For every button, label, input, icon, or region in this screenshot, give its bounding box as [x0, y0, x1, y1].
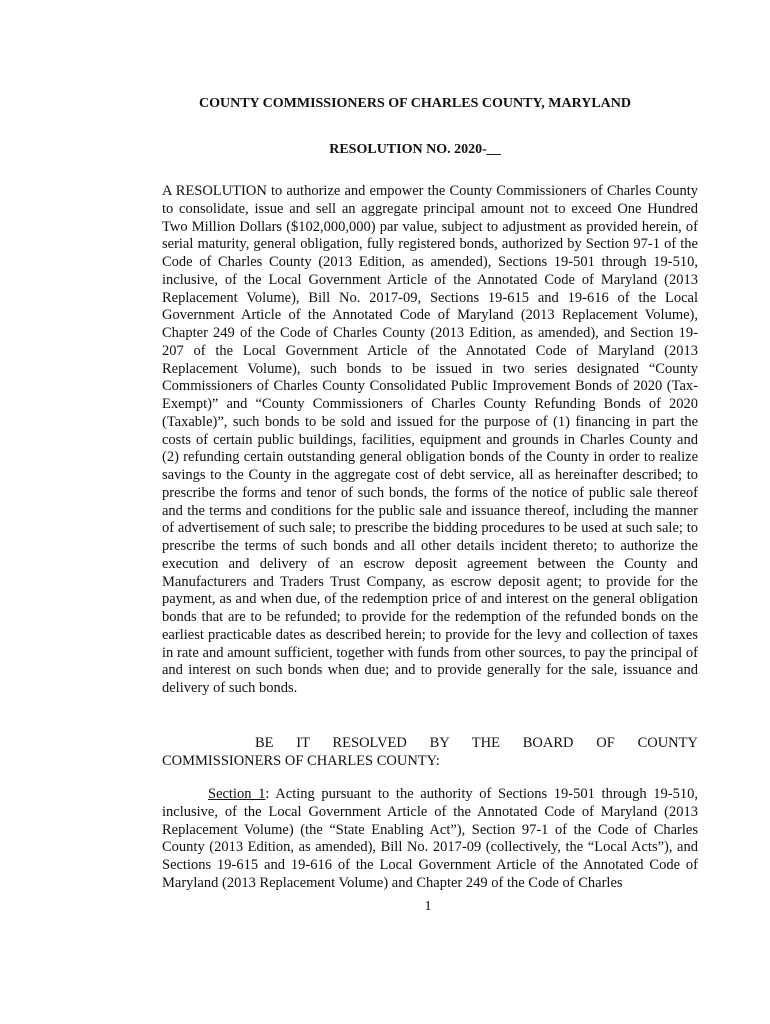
resolution-preamble: A RESOLUTION to authorize and empower the County Commissioners of Charles County to consolidate, issue and sell an aggregate principal amount not to exceed One Hundred Two Million Dollars ($102,000,000) par value, subject to adjustment as provided herein, of serial maturity, general obligation, fully registered bonds, authorized by Section 97-1 of the Code of Charles County (2013 Edition, as amended), Sections 19-501 through 19-510, inclusive, of the Local Government Article of the Annotated Code of Maryland (2013 Replacement Volume), Bill No. 2017-09, Sections 19-615 and 19-616 of the Local Government Article of the Annotated Code of Maryland (2013 Replacement Volume), Chapter 249 of the Code of Charles County (2013 Edition, as amended), and Section 19-207 of the Local Government Article of the Annotated Code of Maryland (2013 Replacement Volume), such bonds to be issued in two series designated “County Commissioners of Charles County Consolidated Public Improvement Bonds of 2020 (Tax-Exempt)” and “County Commissioners of Charles County Refunding Bonds of 2020 (Taxable)”, such bonds to be sold and issued for the purpose of (1) financing in part the costs of certain public buildings, facilities, equipment and grounds in Charles County and (2) refunding certain outstanding general obligation bonds of the County in order to realize savings to the County in the aggregate cost of debt service, all as hereinafter described; to prescribe the forms and tenor of such bonds, the forms of the notice of public sale thereof and the terms and conditions for the public sale and issuance thereof, including the manner of advertisement of such sale; to prescribe the bidding procedures to be used at such sale; to prescribe the terms of such bonds and all other details incident thereto; to authorize the execution and delivery of an escrow deposit agreement between the County and Manufacturers and Traders Trust Company, as escrow deposit agent; to provide for the payment, as and when due, of the redemption price of and interest on the general obligation bonds that are to be refunded; to provide for the redemption of the refunded bonds on the earliest practicable dates as described herein; to provide for the levy and collection of taxes in rate and amount sufficient, together with funds from other sources, to pay the principal of and interest on such bonds when due; and to provide generally for the sale, issuance and delivery of such bonds. [162, 183, 698, 696]
document-title: COUNTY COMMISSIONERS OF CHARLES COUNTY, MARYLAND [199, 96, 631, 111]
section-1-paragraph [162, 786, 698, 893]
section-indent [162, 786, 208, 802]
page-number: 1 [424, 899, 432, 914]
resolved-clause-line-1: BE IT RESOLVED BY THE BOARD OF COUNTY [255, 735, 698, 751]
section-1-heading: Section 1 [208, 786, 266, 802]
resolution-number: RESOLUTION NO. 2020-__ [329, 142, 501, 157]
resolved-clause [162, 735, 698, 771]
resolved-clause-line-2: COMMISSIONERS OF CHARLES COUNTY: [162, 752, 440, 769]
section-1-text: : Acting pursuant to the authority of Sections 19-501 through 19-510, inclusive, of the Local Government Article of the Annotated Code of Maryland (2013 Replacement Volume) (the “State Enabling Act”), Section 97-1 of the Code of Charles County (2013 Edition, as amended), Bill No. 2017-09 (collectively, the “Local Acts”), and Sections 19-615 and 19-616 of the Local Government Article of the Annotated Code of Maryland (2013 Replacement Volume) and Chapter 249 of the Code of Charles [162, 786, 699, 891]
